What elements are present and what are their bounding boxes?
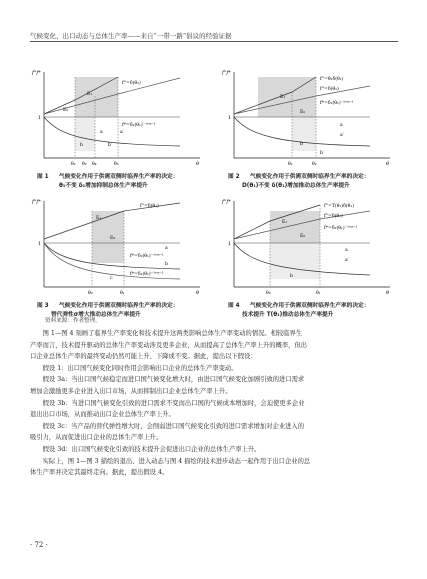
body-line: 口企业总体生产率的最终变动仍然可能上升、下降或不变。据此，提出以下假设： [30,353,257,361]
region-a-prime: a′ [120,130,124,135]
caption-line-1: 气候变化作用于供需双侧时临界生产率的决定： [250,174,370,180]
region-a-prime: a′ [345,258,349,263]
region-b: b [300,142,303,147]
body-line: 体生产率并决定其最终走向。据此，提出假设 4。 [30,469,169,477]
figure-1-caption [37,173,178,191]
x-tick: θ₀ [88,291,93,296]
tick-1: 1 [228,115,232,121]
tick-1: 1 [228,241,232,247]
region-b: b [80,143,83,148]
body-text [30,328,399,479]
region-b: b [290,274,293,279]
x-tick: θ₅ [114,162,119,167]
curve-label-fo-2: f°=δ(θ₁) [320,87,339,92]
region-a: a [100,130,103,135]
region-e0: E₀ [300,234,306,239]
header-rule [30,41,398,42]
figure-3 [30,195,205,350]
body-line: 吸引力，从而促进出口企业的总体生产率上升。 [30,434,163,442]
region-a-prime: a′ [340,133,344,138]
figure-4 [220,195,395,350]
figure-2-caption [228,173,369,191]
x-tick: θ₂ [71,162,76,167]
region-e0: E₀ [300,110,306,115]
x-tick: θ₀ [266,291,271,296]
shaded-region-lower [75,117,95,151]
body-line: 假设 1：出口国气候变化同时作用会影响出口企业的总体生产率变动。 [42,364,238,372]
caption-line-2: D(θ₁)不变 δ(θ₁)增加推动总体生产率提升 [242,183,350,189]
curve-label-fstar-2: f*=δ₂(θ₁)⁻¹ᵊᵐ⁻¹ [130,254,164,259]
shaded-region-lower [292,117,316,151]
x-tick: θ₂ [312,162,317,167]
tick-1: 1 [38,241,42,247]
curve-label-fstar: f*=δ₂(θ₁)⁻¹ᵊᵐ⁻¹ [324,226,358,231]
y-axis-label: f°f* [32,70,41,76]
curve-label-fo-1: f°=T(θ₁)δ(θ₁) [324,204,355,209]
shaded-region [75,77,118,117]
body-line: 假设 3a：当出口国气候稳定而进口国气候变化增大时，由进口国气候变化加剧引致的进口需求 [42,376,305,384]
shaded-region [270,211,320,243]
shaded-region [258,77,316,117]
caption-number: 图 3 [37,303,49,309]
region-e1: E₁ [280,95,286,100]
figure-source-note: 资料来源：作者整理。 [45,318,101,324]
region-a: a [345,248,348,253]
body-line: 产率而言，技术提升驱动的总体生产率变动涉及更多企业，从而提高了总体生产率上升的概率，但出 [30,341,308,349]
region-e1: E₁ [87,92,93,97]
x-axis-label: θ [386,290,390,296]
region-b: b [165,262,168,267]
caption-number: 图 4 [228,303,240,309]
curve-label-fo-1: f°=θ₁δ(θ₁) [320,77,344,82]
fstar-curve [44,117,180,146]
body-line: 实际上，图 1—图 3 描绘的退出、进入动态与图 4 描绘的技术进步动态一起作用于出口企业的总 [42,457,311,465]
curve-label-fo-2: f°=δ(θ₁) [324,214,343,219]
x-tick: θ₁ [316,291,321,296]
region-e1: E₁ [96,216,102,221]
body-line: 假设 3c：当产品的替代弹性增大时，会削弱进口国气候变化引致的进口需求增加对企业进入的 [42,422,305,430]
x-axis-label: θ [196,290,200,296]
body-line: 增加会激励更多企业进入出口市场，从而抑制出口企业总体生产率上升。 [30,387,232,395]
figure-3-plot [30,195,205,350]
x-tick: θ₃ [82,162,87,167]
tick-1: 1 [38,115,42,121]
y-axis-label: f°f* [222,199,231,205]
region-e0: E₀ [110,236,116,241]
running-header: 气候变化、出口动态与总体生产率——来自“一带一路”倡议的经验证据 [30,32,232,40]
caption-number: 图 1 [37,174,49,180]
x-tick: θ₁ [120,291,125,296]
figure-4-plot [220,195,395,350]
body-line: 假设 3d：出口国气候变化引致的技术提升会促进出口企业的总体生产率上升。 [42,445,261,453]
x-tick: θ₁ [288,162,293,167]
region-b-prime: b′ [320,151,324,156]
caption-line-1: 气候变化作用于供需双侧时临界生产率的决定： [59,303,179,309]
curve-label-fo: f°=δ(θ₂) [122,81,141,86]
caption-number: 图 2 [228,174,240,180]
y-axis-label: f°f* [222,70,231,76]
page-number: · 72 · [30,541,48,549]
curve-label-fstar-1: f*=δ₁(θ₁)⁻¹ᵊᵐ⁻¹ [130,272,164,277]
y-axis-label: f°f* [32,199,41,205]
region-a: a [340,123,343,128]
region-e1: E₁ [282,220,288,225]
x-axis-label: θ [196,161,200,167]
curve-label-fstar: f*=δ₂(θ₁)⁻¹ᵊᵐ⁻¹ [122,123,156,128]
region-b-prime: b′ [108,143,112,148]
body-line: 退出出口市场，从而推动出口企业总体生产率上升。 [30,411,175,419]
curve-label-fstar: f*=δ₂(θ₁)⁻¹ᵊᵐ⁻¹ [320,101,354,106]
curve-label-fo: f°=δ(θ₁) [140,204,159,209]
caption-line-1: 气候变化作用于供需双侧时临界生产率的决定： [59,174,179,180]
figure-4-caption [228,302,369,320]
body-line: 假设 3b：当进口国气候变化引致的进口需求不变而出口国的气候成本增加时，会迫使更多企业 [42,399,305,407]
x-axis-label: θ [386,161,390,167]
caption-line-2: 技术提升 T(θ₁)推动总体生产率提升 [242,312,334,318]
shaded-region-lower [270,243,320,279]
caption-line-2: θ₁不变 δ₁增加抑制总体生产率提升 [59,183,148,189]
region-e0: E₀ [63,108,69,113]
body-line: 图 1—图 4 刻画了临界生产率变化和技术提升这两类影响总体生产率变动的情况。相较临界生 [42,330,303,337]
region-a: a [165,246,168,251]
x-tick: θ₄ [92,162,97,167]
caption-line-1: 气候变化作用于供需双侧时临界生产率的决定： [250,303,370,309]
region-c: c [110,276,113,281]
caption-line-2: 替代弹性σ增大推动总体生产率提升 [51,312,141,318]
